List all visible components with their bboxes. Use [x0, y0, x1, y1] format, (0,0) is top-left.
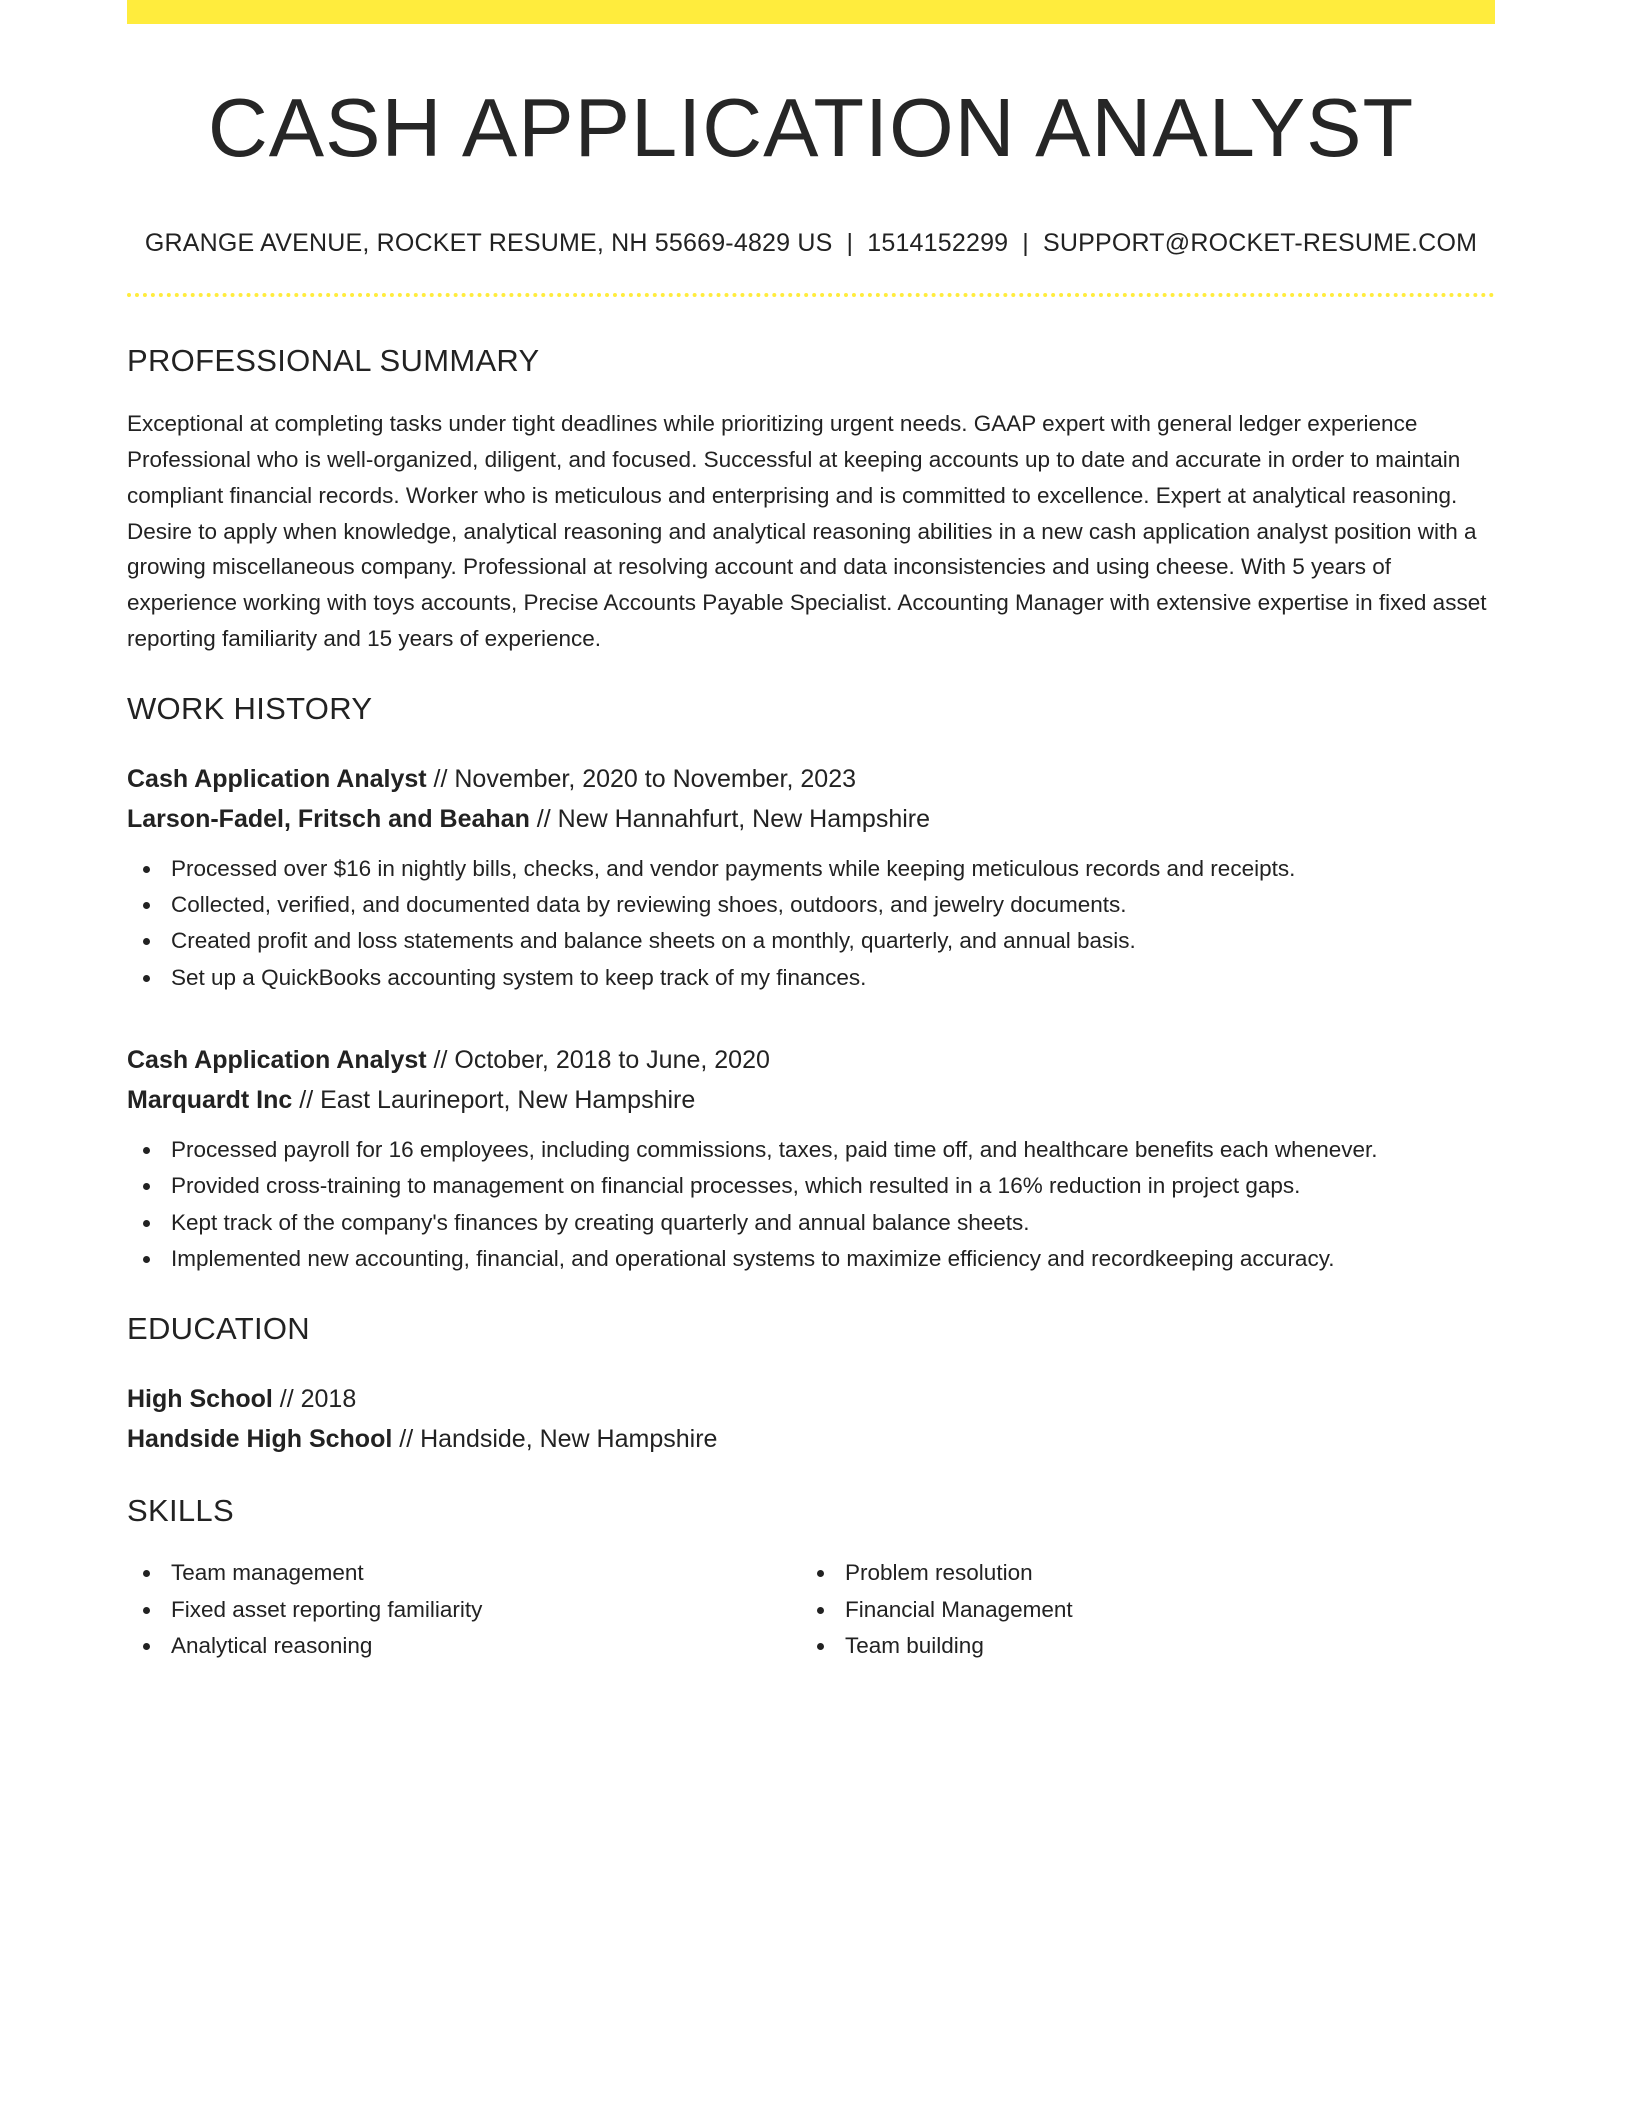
skill-item: Analytical reasoning: [127, 1628, 801, 1664]
summary-text: Exceptional at completing tasks under tight deadlines while prioritizing urgent needs. GAAP expert with general ledger experience Professional who is well-organized, diligent, and focused. Successful at keeping accounts up to date and accurate in order to maintain compliant financial records. Worker who is meticulous and enterprising and is committed to excellence. Expert at analytical reasoning. Desire to apply when knowledge, analytical reasoning and analytical reasoning abilities in a new cash application analyst position with a growing miscellaneous company. Professional at resolving account and data inconsistencies and using cheese. With 5 years of experience working with toys accounts, Precise Accounts Payable Specialist. Accounting Manager with extensive expertise in fixed asset reporting familiarity and 15 years of experience.: [127, 411, 1487, 652]
list-item: Kept track of the company's finances by creating quarterly and annual balance sheets.: [127, 1205, 1495, 1241]
work-history-heading: WORK HISTORY: [127, 690, 373, 726]
skills-column-left: [127, 1555, 801, 1664]
job-location: // New Hannahfurt, New Hampshire: [529, 804, 931, 833]
skills-list: [801, 1555, 1475, 1664]
contact-separator: |: [846, 229, 854, 258]
accent-top-bar: [127, 0, 1495, 24]
list-item: Implemented new accounting, financial, and operational systems to maximize efficiency and recordkeeping accuracy.: [127, 1241, 1495, 1277]
job-company: Marquardt Inc: [127, 1086, 293, 1115]
job-title-line: [127, 1040, 1495, 1080]
contact-email: SUPPORT@ROCKET-RESUME.COM: [1042, 229, 1478, 258]
contact-line: [127, 229, 1495, 258]
skill-item: Team building: [801, 1628, 1475, 1664]
education-location: // Handside, New Hampshire: [392, 1425, 718, 1454]
list-item: Collected, verified, and documented data by reviewing shoes, outdoors, and jewelry documents.: [127, 887, 1495, 923]
skills-list: [127, 1555, 801, 1664]
job-company-line: [127, 799, 1495, 839]
contact-phone: 1514152299: [867, 229, 1009, 258]
list-item: Processed over $16 in nightly bills, checks, and vendor payments while keeping meticulous records and receipts.: [127, 851, 1495, 887]
job-bullets: [127, 851, 1495, 996]
job-title-line: [127, 759, 1495, 799]
skill-item: Financial Management: [801, 1592, 1475, 1628]
skill-item: Fixed asset reporting familiarity: [127, 1592, 801, 1628]
list-item: Created profit and loss statements and balance sheets on a monthly, quarterly, and annual basis.: [127, 923, 1495, 959]
job-dates: // October, 2018 to June, 2020: [426, 1046, 770, 1075]
education-degree-line: [127, 1379, 1495, 1419]
skills-grid: [127, 1555, 1495, 1664]
job-title: Cash Application Analyst: [127, 1046, 427, 1075]
contact-address: GRANGE AVENUE, ROCKET RESUME, NH 55669-4829 US: [144, 229, 833, 258]
job-company-line: [127, 1080, 1495, 1120]
summary-heading: PROFESSIONAL SUMMARY: [127, 343, 540, 379]
job-entry: [127, 1040, 1495, 1277]
list-item: Set up a QuickBooks accounting system to keep track of my finances.: [127, 960, 1495, 996]
list-item: Processed payroll for 16 employees, including commissions, taxes, paid time off, and healthcare benefits each whenever.: [127, 1132, 1495, 1168]
skill-item: Team management: [127, 1555, 801, 1591]
job-company: Larson-Fadel, Fritsch and Beahan: [127, 804, 530, 833]
contact-separator: |: [1022, 229, 1029, 258]
job-entry: [127, 759, 1495, 996]
resume-page: [127, 0, 1495, 1664]
job-title: Cash Application Analyst: [127, 764, 427, 793]
skills-column-right: [801, 1555, 1475, 1664]
education-entry: [127, 1379, 1495, 1459]
candidate-name: CASH APPLICATION ANALYST: [207, 81, 1415, 174]
list-item: Provided cross-training to management on financial processes, which resulted in a 16% reduction in project gaps.: [127, 1168, 1495, 1204]
education-school-line: [127, 1419, 1495, 1459]
education-year: // 2018: [272, 1385, 357, 1414]
skills-heading: SKILLS: [127, 1493, 234, 1529]
job-bullets: [127, 1132, 1495, 1277]
skill-item: Problem resolution: [801, 1555, 1475, 1591]
education-degree: High School: [127, 1385, 273, 1414]
dotted-divider: [127, 293, 1495, 297]
job-dates: // November, 2020 to November, 2023: [426, 764, 857, 793]
education-school: Handside High School: [127, 1425, 393, 1454]
job-location: // East Laurineport, New Hampshire: [292, 1086, 696, 1115]
education-heading: EDUCATION: [127, 1311, 310, 1347]
